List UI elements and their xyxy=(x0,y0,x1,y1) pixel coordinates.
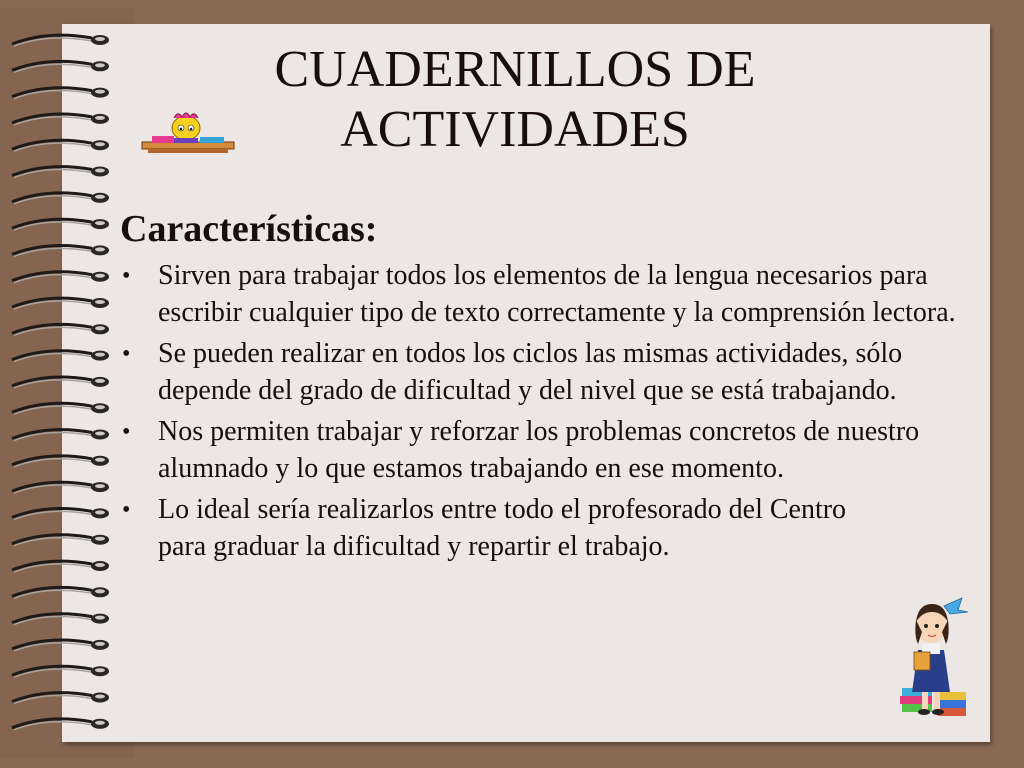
spiral-ring-icon xyxy=(12,535,109,546)
spiral-ring-icon xyxy=(12,272,109,283)
spiral-ring-icon xyxy=(12,666,109,677)
spiral-ring-icon xyxy=(12,377,109,388)
spiral-ring-icon xyxy=(12,561,109,572)
spiral-ring-icon xyxy=(12,430,109,441)
spiral-ring-icon xyxy=(12,719,109,730)
list-item xyxy=(118,336,988,409)
list-item xyxy=(118,414,988,487)
slide-body xyxy=(118,206,988,570)
bullet-list xyxy=(118,258,988,565)
girl-with-books-icon xyxy=(888,592,974,722)
spiral-ring-icon xyxy=(12,140,109,151)
title-line-1: CUADERNILLOS DE xyxy=(274,41,756,98)
spiral-ring-icon xyxy=(12,35,109,46)
spiral-ring-icon xyxy=(12,693,109,704)
bullet-icon: • xyxy=(122,341,131,367)
bullet-text: Lo ideal sería realizarlos entre todo el profesorado del Centro para graduar la dificultad y repartir el trabajo. xyxy=(158,494,847,562)
slide-title xyxy=(140,40,890,160)
list-item xyxy=(118,258,988,331)
spiral-ring-icon xyxy=(12,114,109,125)
spiral-ring-icon xyxy=(12,88,109,99)
spiral-ring-icon xyxy=(12,614,109,625)
spiral-ring-icon xyxy=(12,482,109,493)
spiral-ring-icon xyxy=(12,167,109,178)
spiral-ring-icon xyxy=(12,61,109,72)
characteristics-heading: Características: xyxy=(120,208,378,250)
child-at-desk-icon xyxy=(138,108,238,160)
spiral-ring-icon xyxy=(12,324,109,335)
spiral-ring-icon xyxy=(12,245,109,256)
bullet-text: Sirven para trabajar todos los elementos de la lengua necesarios para escribir cualquier tipo de texto correctamente y la comprensión lectora. xyxy=(158,260,956,328)
spiral-ring-icon xyxy=(12,351,109,362)
bullet-icon: • xyxy=(122,263,131,289)
spiral-binding xyxy=(8,30,118,742)
bullet-icon: • xyxy=(122,497,131,523)
title-line-2: ACTIVIDADES xyxy=(340,101,690,158)
spiral-ring-icon xyxy=(12,193,109,204)
spiral-ring-icon xyxy=(12,219,109,230)
bullet-text: Nos permiten trabajar y reforzar los problemas concretos de nuestro alumnado y lo que estamos trabajando en ese momento. xyxy=(158,416,920,484)
list-item xyxy=(118,492,988,565)
spiral-ring-icon xyxy=(12,587,109,598)
spiral-ring-icon xyxy=(12,298,109,309)
spiral-ring-icon xyxy=(12,508,109,519)
bullet-icon: • xyxy=(122,419,131,445)
bullet-text: Se pueden realizar en todos los ciclos las mismas actividades, sólo depende del grado de dificultad y del nivel que se está trabajando. xyxy=(158,338,903,406)
spiral-ring-icon xyxy=(12,640,109,651)
spiral-ring-icon xyxy=(12,403,109,414)
spiral-ring-icon xyxy=(12,456,109,467)
